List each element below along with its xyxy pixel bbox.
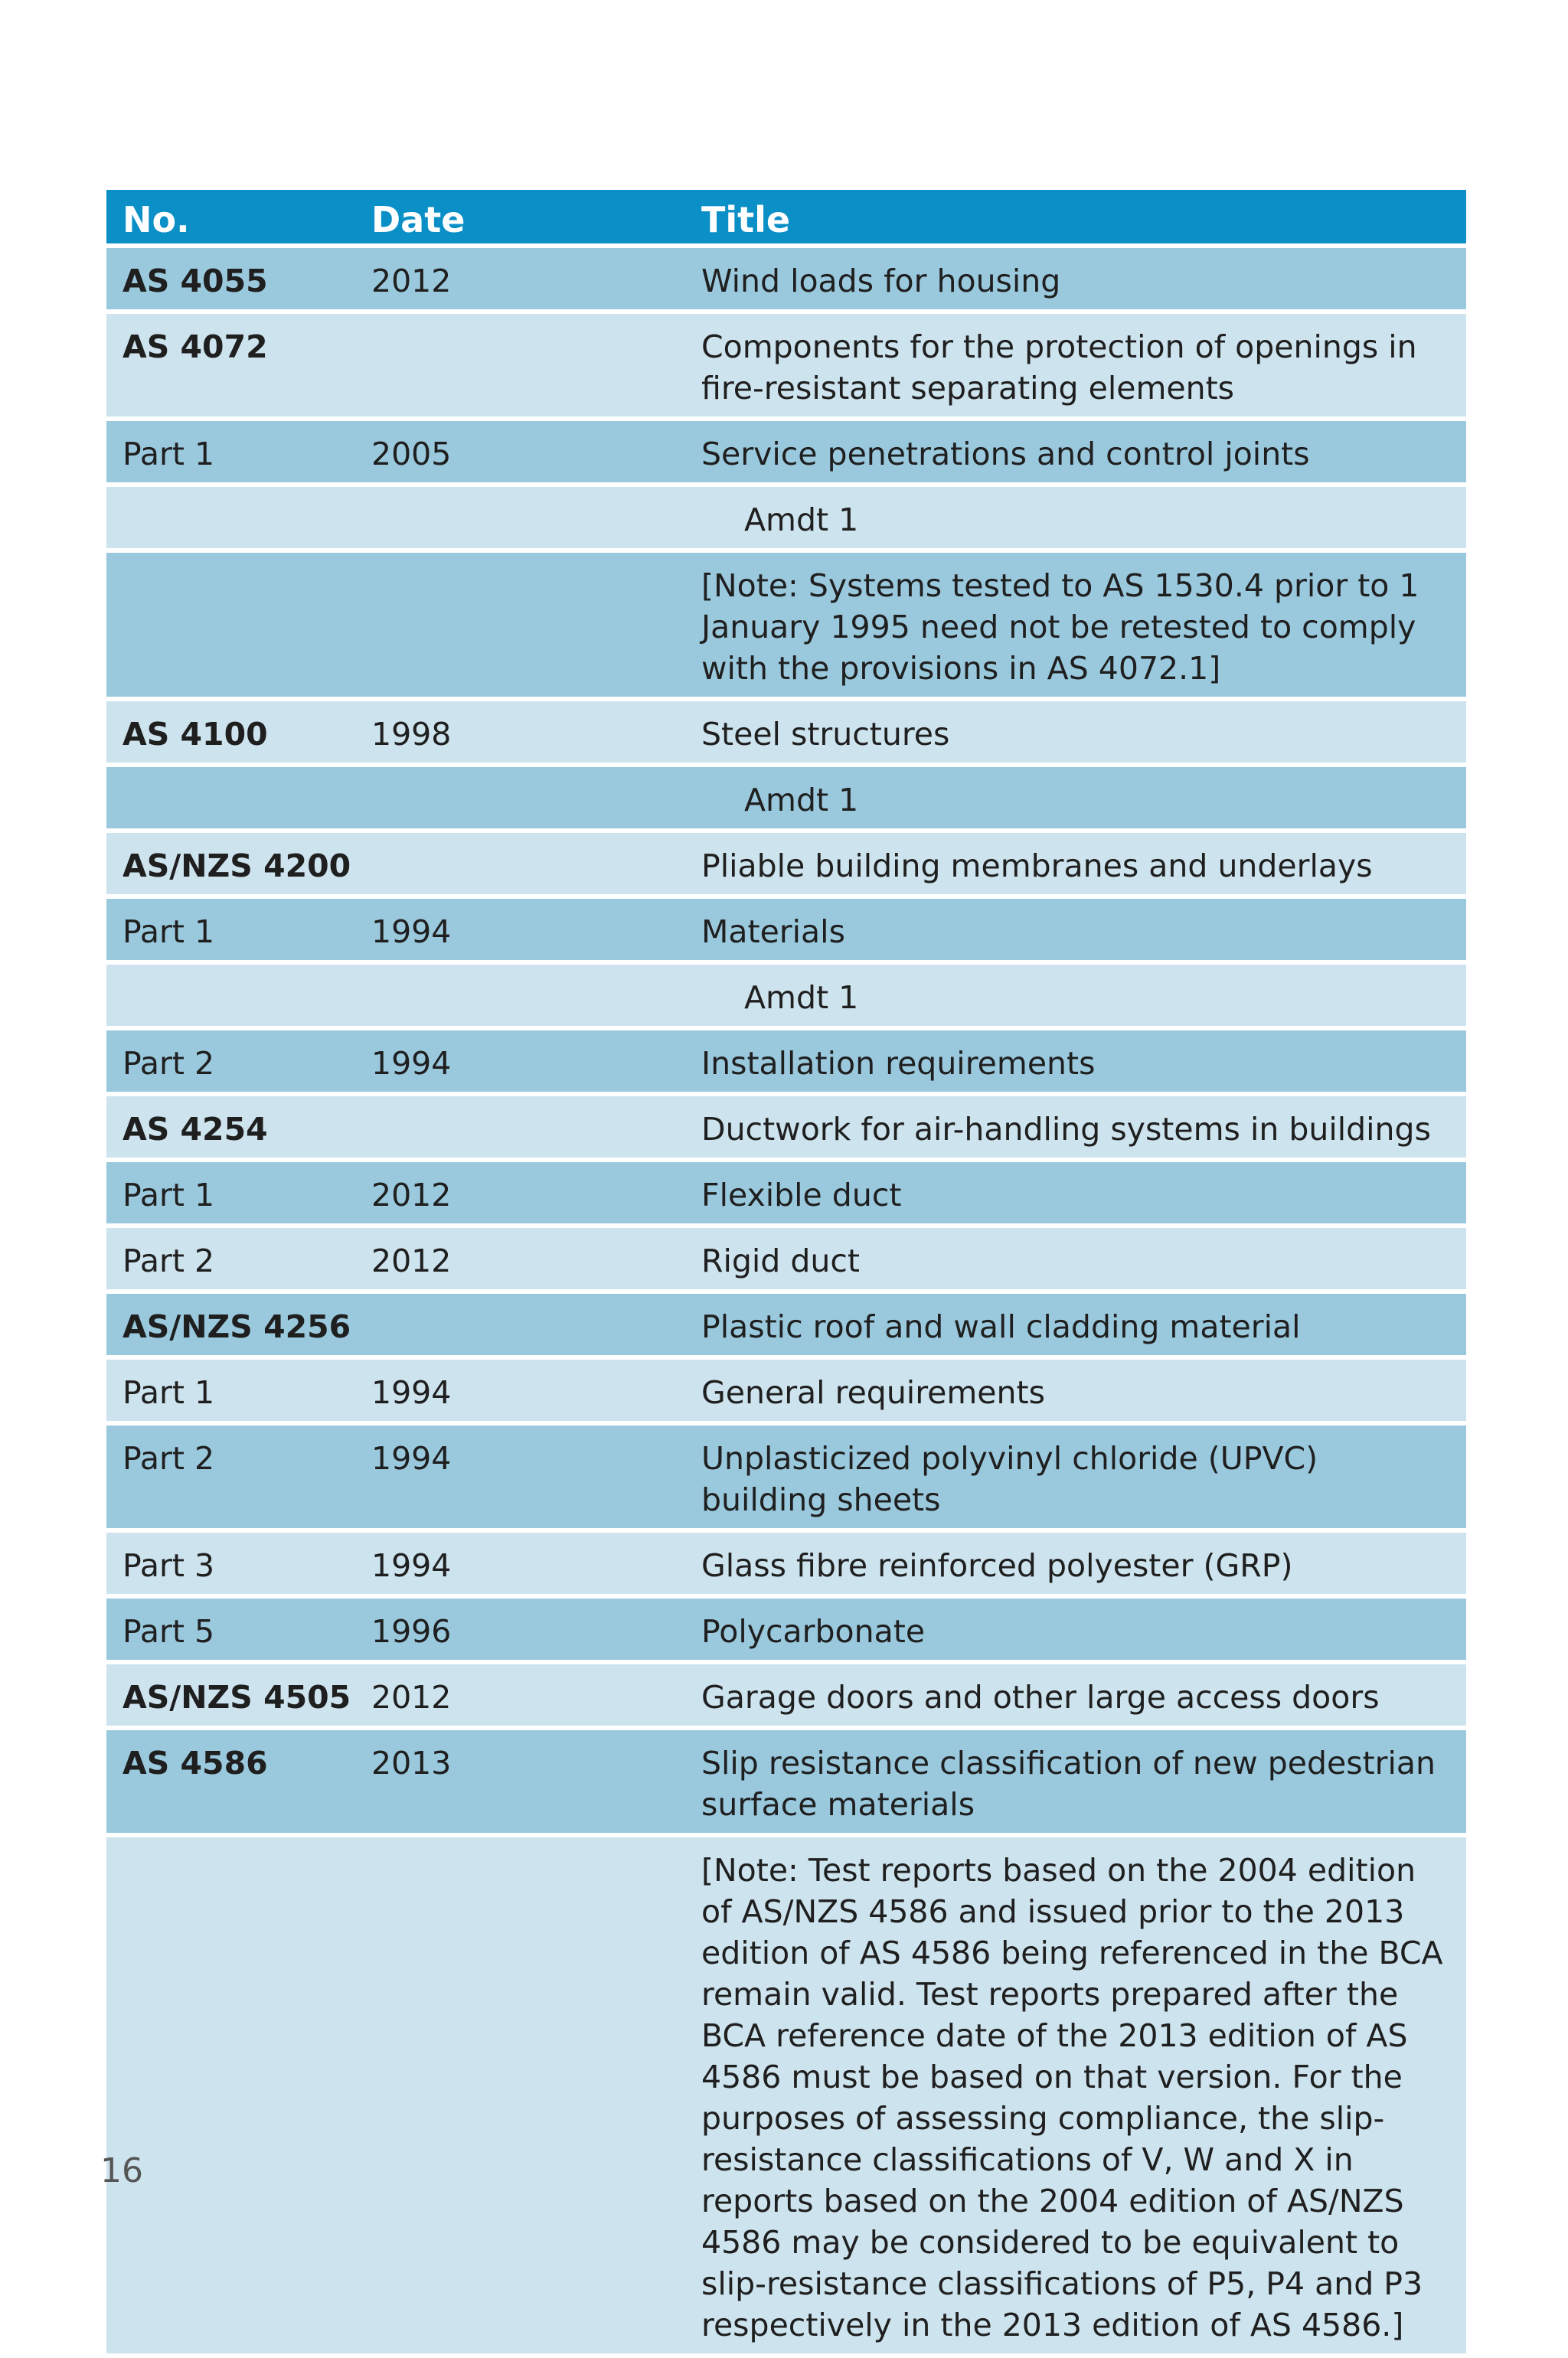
row-note: [Note: Test reports based on the 2004 edition of AS/NZS 4586 and issued prior to the 2013 edition of AS 4586 being referenced in the BCA remain valid. Test reports prepared after the BCA reference date of the 2013 edition of AS 4586 must be based on that version. For the purposes of assessing compliance, the slip-resistance classifications of V, W and X in reports based on the 2004 edition of AS/NZS 4586 may be considered to be equivalent to slip-resistance classifications of P5, P4 and P3 respectively in the 2013 edition of AS 4586.]	[701, 1852, 1443, 2343]
row-amendment: Amdt 1	[744, 501, 859, 538]
row-date: 1994	[371, 1440, 452, 1477]
table-row	[106, 1730, 1466, 1833]
table-row	[106, 421, 1466, 482]
row-title: Installation requirements	[701, 1045, 1096, 1082]
table-row	[106, 1533, 1466, 1594]
row-no: Part 5	[122, 1613, 215, 1650]
table-row	[106, 1664, 1466, 1726]
table-row	[106, 1599, 1466, 1660]
row-title: Garage doors and other large access doors	[701, 1679, 1380, 1716]
table-row	[106, 1030, 1466, 1092]
row-amendment: Amdt 1	[744, 979, 859, 1016]
row-date: 1994	[371, 1374, 452, 1411]
table-row	[106, 487, 1466, 548]
row-date: 1994	[371, 913, 452, 950]
row-note: [Note: Systems tested to AS 1530.4 prior to 1 January 1995 need not be retested to comply with the provisions in AS 4072.1]	[701, 567, 1419, 687]
row-amendment: Amdt 1	[744, 782, 859, 818]
row-date: 2012	[371, 1679, 452, 1716]
row-title: Unplasticized polyvinyl chloride (UPVC) building sheets	[701, 1440, 1318, 1518]
row-no: Part 1	[122, 1177, 215, 1213]
row-title: Polycarbonate	[701, 1613, 926, 1650]
row-title: Wind loads for housing	[701, 263, 1061, 299]
row-date: 2005	[371, 436, 452, 472]
row-title: Pliable building membranes and underlays	[701, 848, 1373, 884]
row-no: Part 1	[122, 913, 215, 950]
header-title: Title	[701, 199, 791, 240]
row-no: AS/NZS 4505	[122, 1679, 351, 1716]
row-title: Components for the protection of openings in fire-resistant separating elements	[701, 328, 1417, 407]
row-no: Part 1	[122, 1374, 215, 1411]
row-date: 1994	[371, 1547, 452, 1584]
row-no: AS 4072	[122, 328, 268, 365]
table-row	[106, 1294, 1466, 1355]
table-row	[106, 833, 1466, 894]
table-row	[106, 1837, 1466, 2353]
row-no: Part 3	[122, 1547, 215, 1584]
page-number: 16	[100, 2151, 143, 2190]
row-date: 1998	[371, 716, 452, 753]
row-no: Part 1	[122, 436, 215, 472]
row-title: Glass fibre reinforced polyester (GRP)	[701, 1547, 1293, 1584]
table-row	[106, 1360, 1466, 1421]
row-date: 1994	[371, 1045, 452, 1082]
row-no: AS/NZS 4256	[122, 1308, 351, 1345]
row-no: AS 4254	[122, 1111, 268, 1148]
row-title: Slip resistance classification of new pedestrian surface materials	[701, 1745, 1436, 1823]
table-header	[106, 190, 1466, 243]
table-row	[106, 767, 1466, 828]
standards-table	[106, 190, 1466, 2358]
row-date: 2012	[371, 1243, 452, 1279]
row-date: 2012	[371, 263, 452, 299]
row-no: Part 2	[122, 1243, 215, 1279]
row-date: 1996	[371, 1613, 452, 1650]
row-title: Service penetrations and control joints	[701, 436, 1310, 472]
table-row	[106, 1228, 1466, 1289]
row-no: AS 4055	[122, 263, 268, 299]
header-no: No.	[122, 199, 190, 240]
row-title: Plastic roof and wall cladding material	[701, 1308, 1301, 1345]
table-row	[106, 899, 1466, 960]
row-date: 2013	[371, 1745, 452, 1782]
row-no: AS/NZS 4200	[122, 848, 351, 884]
row-no: AS 4586	[122, 1745, 268, 1782]
table-row	[106, 1096, 1466, 1158]
table-row	[106, 314, 1466, 416]
row-title: Steel structures	[701, 716, 950, 753]
row-no: Part 2	[122, 1440, 215, 1477]
row-title: Ductwork for air-handling systems in buildings	[701, 1111, 1431, 1148]
row-title: General requirements	[701, 1374, 1045, 1411]
row-no: Part 2	[122, 1045, 215, 1082]
row-title: Rigid duct	[701, 1243, 860, 1279]
row-no: AS 4100	[122, 716, 268, 753]
row-title: Flexible duct	[701, 1177, 902, 1213]
table-row	[106, 553, 1466, 697]
header-date: Date	[371, 199, 466, 240]
row-date: 2012	[371, 1177, 452, 1213]
row-title: Materials	[701, 913, 845, 950]
table-row	[106, 1426, 1466, 1528]
table-row	[106, 701, 1466, 763]
table-row	[106, 1162, 1466, 1223]
table-row	[106, 965, 1466, 1026]
table-row	[106, 248, 1466, 309]
